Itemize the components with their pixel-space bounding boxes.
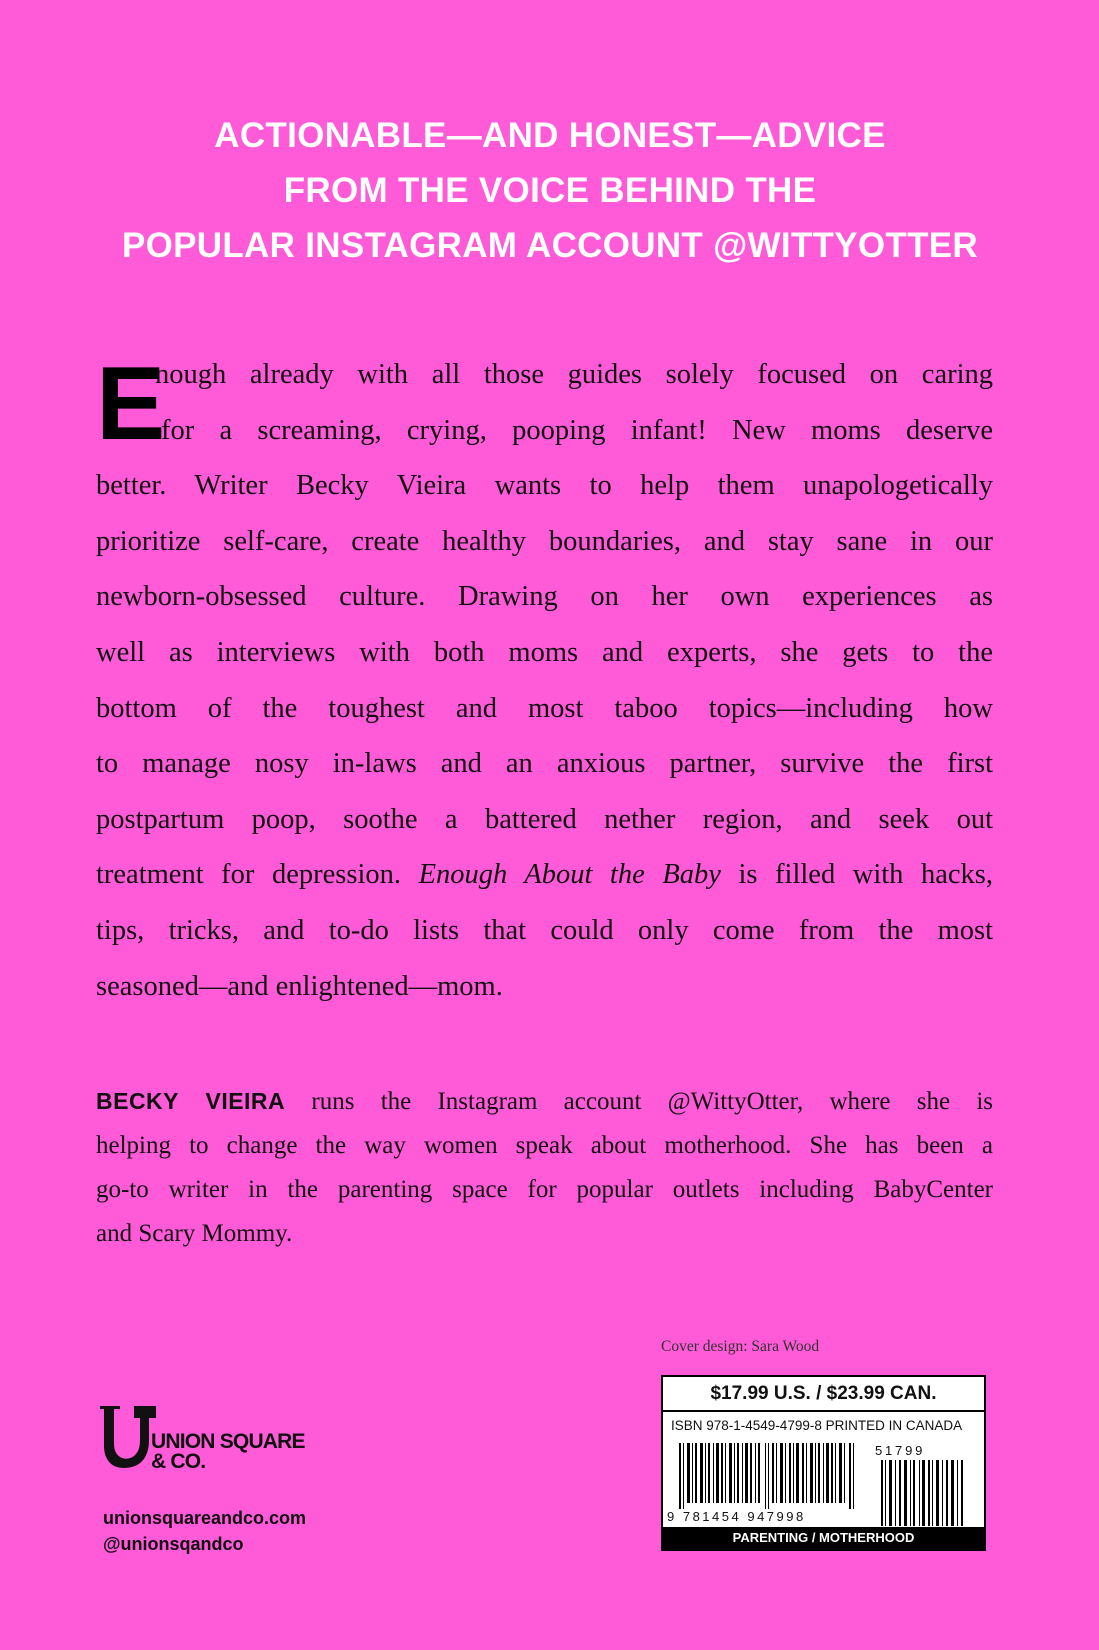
description-line: prioritize self-care, create healthy boundaries, and stay sane in our bbox=[96, 525, 993, 557]
publisher-name-line-1: UNION SQUARE bbox=[151, 1430, 305, 1453]
cover-credit: Cover design: Sara Wood bbox=[661, 1338, 820, 1355]
description-line: better. Writer Becky Vieira wants to help them unapologetically bbox=[96, 470, 993, 502]
bio-line: and Scary Mommy. bbox=[96, 1220, 293, 1247]
description-line: bottom of the toughest and most taboo topics—including how bbox=[96, 692, 993, 724]
author-bio bbox=[96, 1079, 993, 1256]
addon-digits: 51799 bbox=[875, 1443, 926, 1458]
publisher-links bbox=[103, 1505, 306, 1557]
publisher-name bbox=[151, 1432, 305, 1472]
isbn-label: ISBN 978-1-4549-4799-8 PRINTED IN CANADA bbox=[671, 1418, 963, 1433]
description-line: for a screaming, crying, pooping infant! New moms deserve bbox=[161, 414, 993, 446]
barcode-box bbox=[661, 1375, 986, 1551]
description-line: newborn-obsessed culture. Drawing on her own experiences as bbox=[96, 581, 993, 613]
book-title: Enough About the Baby bbox=[418, 859, 721, 891]
barcode-addon bbox=[879, 1460, 974, 1526]
description-line: seasoned—and enlightened—mom. bbox=[96, 970, 503, 1002]
bio-line: go-to writer in the parenting space for popular outlets including BabyCenter bbox=[96, 1176, 993, 1203]
barcode-main bbox=[677, 1443, 867, 1509]
publisher-name-line-2: & CO. bbox=[151, 1450, 206, 1473]
drop-cap: E bbox=[96, 346, 166, 462]
headline-line-1: ACTIONABLE—AND HONEST—ADVICE bbox=[214, 116, 886, 155]
headline-line-3: POPULAR INSTAGRAM ACCOUNT @WITTYOTTER bbox=[121, 226, 978, 265]
description-text: treatment for depression. bbox=[96, 859, 401, 891]
bio-line bbox=[96, 1079, 993, 1124]
description-line: postpartum poop, soothe a battered nether region, and seek out bbox=[96, 803, 993, 835]
publisher-website[interactable]: unionsquareandco.com bbox=[103, 1508, 307, 1528]
bio-line: helping to change the way women speak about motherhood. She has been a bbox=[96, 1132, 993, 1159]
headline-line-2: FROM THE VOICE BEHIND THE bbox=[283, 171, 817, 210]
description-line: to manage nosy in-laws and an anxious partner, survive the first bbox=[96, 748, 993, 780]
category-label: PARENTING / MOTHERHOOD bbox=[663, 1527, 984, 1549]
description-text: is filled with hacks, bbox=[738, 859, 994, 891]
book-description bbox=[96, 347, 993, 1014]
publisher-handle[interactable]: @unionsqandco bbox=[103, 1534, 244, 1554]
description-line: well as interviews with both moms and experts, she gets to the bbox=[96, 636, 993, 668]
bio-text: runs the Instagram account @WittyOtter, where she is bbox=[311, 1088, 994, 1115]
author-name: BECKY VIEIRA bbox=[96, 1088, 286, 1114]
description-line-10 bbox=[96, 847, 993, 903]
price-label: $17.99 U.S. / $23.99 CAN. bbox=[663, 1377, 984, 1412]
description-line: tips, tricks, and to-do lists that could only come from the most bbox=[96, 914, 993, 946]
barcode-digits: 9 781454 947998 bbox=[667, 1509, 806, 1524]
description-line: nough already with all those guides solely focused on caring bbox=[155, 359, 993, 390]
headline bbox=[60, 108, 1040, 273]
